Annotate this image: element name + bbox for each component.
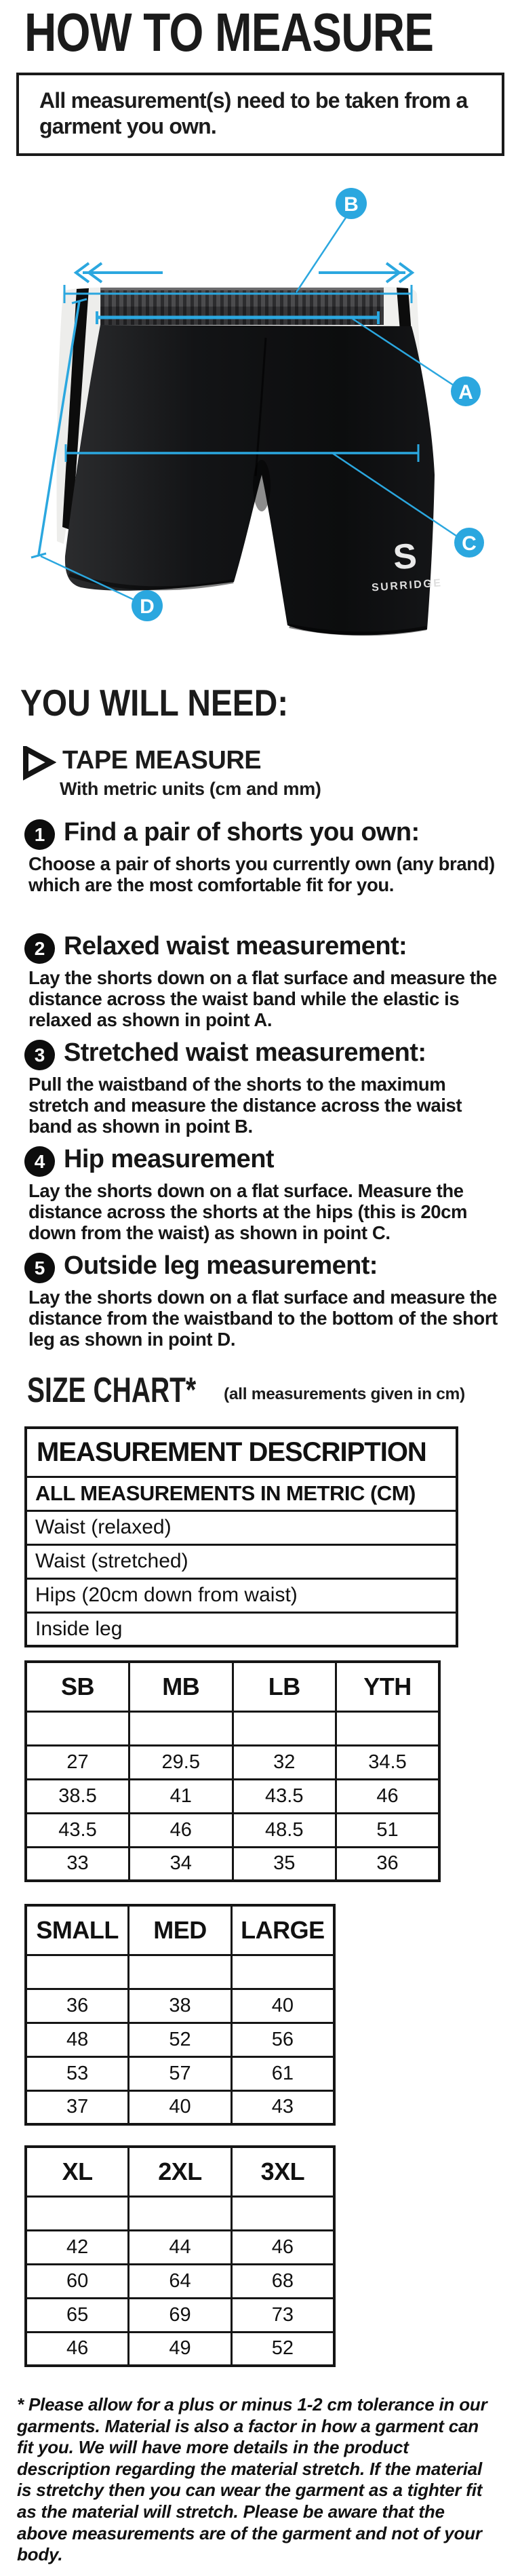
- table-row: [26, 1989, 334, 2023]
- table-row: [26, 1428, 457, 1477]
- column-header: MED: [129, 1905, 232, 1955]
- table-row: [26, 2147, 334, 2196]
- table-row: [26, 1510, 457, 1544]
- value-cell: 33: [26, 1847, 129, 1881]
- step-heading: Find a pair of shorts you own:: [64, 818, 420, 846]
- table-row: [26, 2298, 334, 2332]
- table-row: [26, 2264, 334, 2298]
- boys-sizes-table: [24, 1660, 441, 1882]
- column-header: MB: [129, 1662, 233, 1711]
- value-cell: 68: [231, 2264, 334, 2298]
- empty-cell: [129, 2196, 232, 2230]
- value-cell: 46: [129, 1813, 233, 1847]
- step-heading: Outside leg measurement:: [64, 1251, 378, 1280]
- step-body: Lay the shorts down on a flat surface. Measure the distance across the shorts at the hips (this is 20cm down from the waist) as shown in point C.: [28, 1180, 468, 1243]
- size-chart-note: (all measurements given in cm): [224, 1385, 465, 1403]
- point-c-label: C: [462, 532, 477, 555]
- point-b-label: B: [344, 193, 359, 216]
- stretch-arrow-left-icon: [76, 263, 163, 282]
- empty-cell: [26, 1711, 129, 1745]
- shorts-measurement-diagram: [0, 173, 520, 682]
- value-cell: 46: [26, 2332, 129, 2366]
- column-header: XL: [26, 2147, 129, 2196]
- table-row: [26, 1813, 439, 1847]
- column-header: 2XL: [129, 2147, 232, 2196]
- step-heading: Hip measurement: [64, 1145, 274, 1173]
- value-cell: 35: [233, 1847, 336, 1881]
- value-cell: 36: [336, 1847, 440, 1881]
- column-header: LARGE: [231, 1905, 334, 1955]
- xl-sizes-table: [24, 2145, 336, 2367]
- tolerance-footnote: * Please allow for a plus or minus 1-2 cm tolerance in our garments. Material is also a factor in how a garment can fit you. We will have more details in the product description regarding the material stretch. If the material is stretchy then you can wear the garment as a tighter fit as the material will stretch. Please be aware that the above measurements are of the garment and not of your body.: [17, 2394, 487, 2565]
- value-cell: 57: [129, 2056, 232, 2090]
- shorts-diagram-svg: [0, 173, 520, 682]
- point-d-label: D: [140, 596, 155, 618]
- column-header: SMALL: [26, 1905, 129, 1955]
- tape-measure-desc: With metric units (cm and mm): [60, 779, 321, 799]
- description-cell: ALL MEASUREMENTS IN METRIC (CM): [26, 1477, 457, 1510]
- step-body: Choose a pair of shorts you currently own (any brand) which are the most comfortable fit for you.: [28, 853, 495, 895]
- value-cell: 41: [129, 1779, 233, 1813]
- table-row: [26, 1544, 457, 1578]
- point-a-label: A: [458, 381, 473, 404]
- stretch-arrow-right-icon: [319, 263, 412, 282]
- column-header: SB: [26, 1662, 129, 1711]
- description-cell: Hips (20cm down from waist): [26, 1578, 457, 1612]
- value-cell: 61: [231, 2056, 334, 2090]
- value-cell: 51: [336, 1813, 440, 1847]
- table-row: [26, 1779, 439, 1813]
- value-cell: 46: [336, 1779, 440, 1813]
- value-cell: 65: [26, 2298, 129, 2332]
- empty-cell: [26, 1955, 129, 1989]
- value-cell: 34.5: [336, 1745, 440, 1779]
- value-cell: 52: [129, 2023, 232, 2056]
- size-chart-heading: SIZE CHART*: [27, 1371, 197, 1410]
- table-row: [26, 2023, 334, 2056]
- empty-cell: [231, 2196, 334, 2230]
- table-row: [26, 1662, 439, 1711]
- step-number-badge: 3: [24, 1040, 55, 1070]
- table-row: [26, 1711, 439, 1745]
- value-cell: 60: [26, 2264, 129, 2298]
- value-cell: 73: [231, 2298, 334, 2332]
- empty-cell: [233, 1711, 336, 1745]
- table-title-cell: MEASUREMENT DESCRIPTION: [26, 1428, 457, 1477]
- value-cell: 27: [26, 1745, 129, 1779]
- table-row: [26, 1847, 439, 1881]
- table-row: [26, 1905, 334, 1955]
- value-cell: 49: [129, 2332, 232, 2366]
- table-row: [26, 2332, 334, 2366]
- step-number-badge: 1: [24, 819, 55, 850]
- value-cell: 38: [129, 1989, 232, 2023]
- table-row: [26, 1955, 334, 1989]
- value-cell: 40: [231, 1989, 334, 2023]
- you-will-need-heading: YOU WILL NEED:: [20, 682, 289, 724]
- empty-cell: [26, 2196, 129, 2230]
- column-header: LB: [233, 1662, 336, 1711]
- value-cell: 38.5: [26, 1779, 129, 1813]
- notice-box: [16, 73, 504, 156]
- waistband-top-edge: [100, 288, 384, 290]
- description-cell: Waist (stretched): [26, 1544, 457, 1578]
- value-cell: 46: [231, 2230, 334, 2264]
- notice-text: All measurement(s) need to be taken from a garment you own.: [39, 88, 468, 138]
- value-cell: 29.5: [129, 1745, 233, 1779]
- table-row: [26, 2196, 334, 2230]
- measurement-description-table: [24, 1426, 458, 1647]
- value-cell: 53: [26, 2056, 129, 2090]
- value-cell: 37: [26, 2090, 129, 2124]
- page-title: HOW TO MEASURE: [24, 2, 434, 62]
- crotch-shadow: [253, 460, 271, 511]
- value-cell: 34: [129, 1847, 233, 1881]
- value-cell: 48: [26, 2023, 129, 2056]
- value-cell: 36: [26, 1989, 129, 2023]
- description-cell: Waist (relaxed): [26, 1510, 457, 1544]
- step-heading: Stretched waist measurement:: [64, 1038, 426, 1067]
- step-body: Lay the shorts down on a flat surface and measure the distance from the waistband to the bottom of the short leg as shown in point D.: [28, 1287, 498, 1350]
- logo-wordmark: SURRIDGE: [371, 577, 443, 594]
- step-number-badge: 5: [24, 1253, 55, 1283]
- tape-measure-icon: [22, 746, 56, 781]
- empty-cell: [336, 1711, 440, 1745]
- column-header: YTH: [336, 1662, 440, 1711]
- value-cell: 64: [129, 2264, 232, 2298]
- step-number-badge: 4: [24, 1146, 55, 1177]
- value-cell: 43.5: [26, 1813, 129, 1847]
- value-cell: 42: [26, 2230, 129, 2264]
- table-row: [26, 1578, 457, 1612]
- table-row: [26, 1612, 457, 1646]
- empty-cell: [129, 1955, 232, 1989]
- table-row: [26, 1745, 439, 1779]
- step-body: Lay the shorts down on a flat surface and measure the distance across the waist band while the elastic is relaxed as shown in point A.: [28, 967, 497, 1030]
- value-cell: 43: [231, 2090, 334, 2124]
- table-row: [26, 1477, 457, 1510]
- value-cell: 69: [129, 2298, 232, 2332]
- step-number-badge: 2: [24, 933, 55, 964]
- value-cell: 43.5: [233, 1779, 336, 1813]
- value-cell: 40: [129, 2090, 232, 2124]
- value-cell: 56: [231, 2023, 334, 2056]
- table-row: [26, 2056, 334, 2090]
- logo-monogram: S: [392, 536, 418, 578]
- value-cell: 32: [233, 1745, 336, 1779]
- tape-measure-label: TAPE MEASURE: [62, 746, 262, 775]
- empty-cell: [231, 1955, 334, 1989]
- step-body: Pull the waistband of the shorts to the maximum stretch and measure the distance across the waist band as shown in point B.: [28, 1074, 462, 1137]
- table-row: [26, 2230, 334, 2264]
- step-heading: Relaxed waist measurement:: [64, 932, 407, 960]
- table-row: [26, 2090, 334, 2124]
- value-cell: 52: [231, 2332, 334, 2366]
- description-cell: Inside leg: [26, 1612, 457, 1646]
- small-med-large-table: [24, 1904, 336, 2126]
- value-cell: 48.5: [233, 1813, 336, 1847]
- value-cell: 44: [129, 2230, 232, 2264]
- column-header: 3XL: [231, 2147, 334, 2196]
- empty-cell: [129, 1711, 233, 1745]
